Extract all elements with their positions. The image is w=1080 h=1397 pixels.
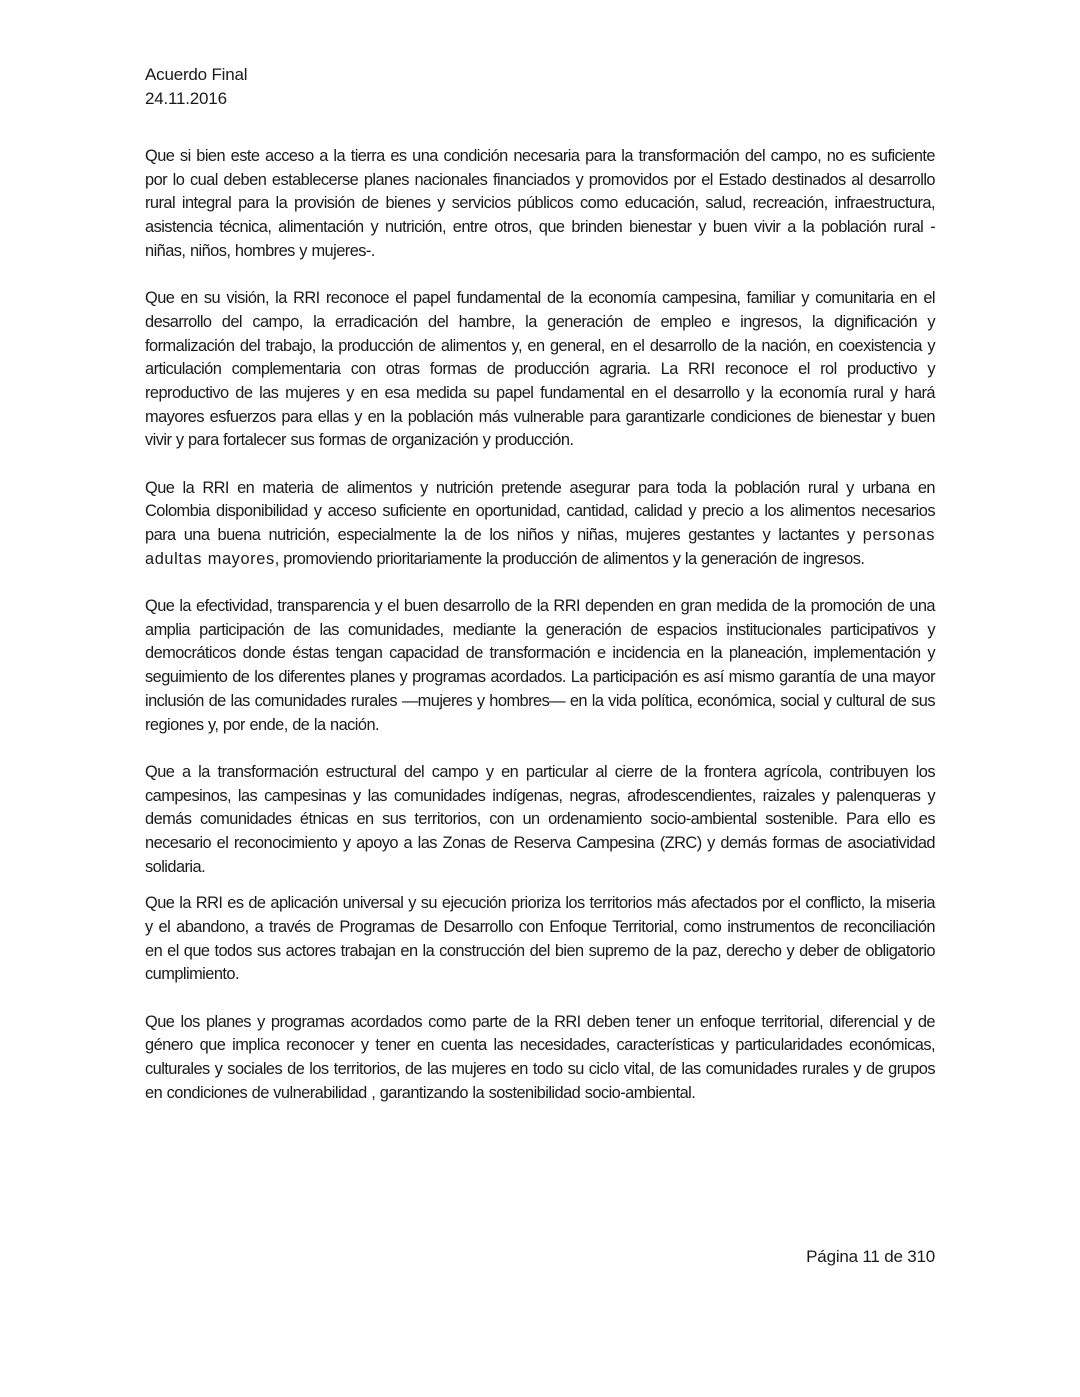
paragraph-3-part-1: Que la RRI en materia de alimentos y nutrición pretende asegurar para toda la población rural y urbana en Colombia disponibilidad y acceso suficiente en oportunidad, cantidad, calidad y precio a los alimentos necesarios para una buena nutrición, especialmente la de los niños y niñas, mujeres gestantes y lactantes y bbox=[145, 478, 935, 545]
paragraph-6: Que la RRI es de aplicación universal y su ejecución prioriza los territorios más afectados por el conflicto, la miseria y el abandono, a través de Programas de Desarrollo con Enfoque Territorial, como instrumentos de reconciliación en el que todos sus actores trabajan en la construcción del bien supremo de la paz, derecho y deber de obligatorio cumplimiento. bbox=[145, 894, 935, 984]
paragraph-7: Que los planes y programas acordados como parte de la RRI deben tener un enfoque territorial, diferencial y de género que implica reconocer y tener en cuenta las necesidades, características y particularidades económicas, culturales y sociales de los territorios, de las mujeres en todo su ciclo vital, de las comunidades rurales y de grupos en condiciones de vulnerabilidad , garantizando la sostenibilidad socio-ambiental. bbox=[145, 1012, 935, 1102]
page-number: Página 11 de 310 bbox=[806, 1247, 935, 1266]
page-header bbox=[145, 63, 247, 111]
document-title: Acuerdo Final bbox=[145, 65, 248, 84]
document-body bbox=[145, 145, 935, 1106]
paragraph-3 bbox=[145, 477, 935, 572]
document-date: 24.11.2016 bbox=[145, 89, 227, 108]
paragraph-2: Que en su visión, la RRI reconoce el papel fundamental de la economía campesina, familiar y comunitaria en el desarrollo del campo, la erradicación del hambre, la generación de empleo e ingresos, la dignificación y formalización del trabajo, la producción de alimentos y, en general, en el desarrollo de la nación, en coexistencia y articulación complementaria con otras formas de producción agraria. La RRI reconoce el rol productivo y reproductivo de las mujeres y en esa medida su papel fundamental en el desarrollo y la economía rural y hará mayores esfuerzos para ellas y en la población más vulnerable para garantizarle condiciones de bienestar y buen vivir y para fortalecer sus formas de organización y producción. bbox=[145, 289, 935, 450]
paragraph-4: Que la efectividad, transparencia y el buen desarrollo de la RRI dependen en gran medida de la promoción de una amplia participación de las comunidades, mediante la generación de espacios institucionales participativos y democráticos donde éstas tengan capacidad de transformación e incidencia en la planeación, implementación y seguimiento de los diferentes planes y programas acordados. La participación es así mismo garantía de una mayor inclusión de las comunidades rurales —mujeres y hombres— en la vida política, económica, social y cultural de sus regiones y, por ende, de la nación. bbox=[145, 597, 935, 734]
paragraph-3-part-2: , promoviendo prioritariamente la producción de alimentos y la generación de ingresos. bbox=[274, 549, 865, 568]
paragraph-3-spaced-phrase: personas adultas mayores bbox=[145, 526, 935, 568]
paragraph-5: Que a la transformación estructural del campo y en particular al cierre de la frontera agrícola, contribuyen los campesinos, las campesinas y las comunidades indígenas, negras, afrodescendientes, raizales y palenqueras y demás comunidades étnicas en sus territorios, con un ordenamiento socio-ambiental sostenible. Para ello es necesario el reconocimiento y apoyo a las Zonas de Reserva Campesina (ZRC) y demás formas de asociatividad solidaria. bbox=[145, 762, 935, 876]
paragraph-1: Que si bien este acceso a la tierra es una condición necesaria para la transformación del campo, no es suficiente por lo cual deben establecerse planes nacionales financiados y promovidos por el Estado destinados al desarrollo rural integral para la provisión de bienes y servicios públicos como educación, salud, recreación, infraestructura, asistencia técnica, alimentación y nutrición, entre otros, que brinden bienestar y buen vivir a la población rural -niñas, niños, hombres y mujeres-. bbox=[145, 147, 935, 260]
